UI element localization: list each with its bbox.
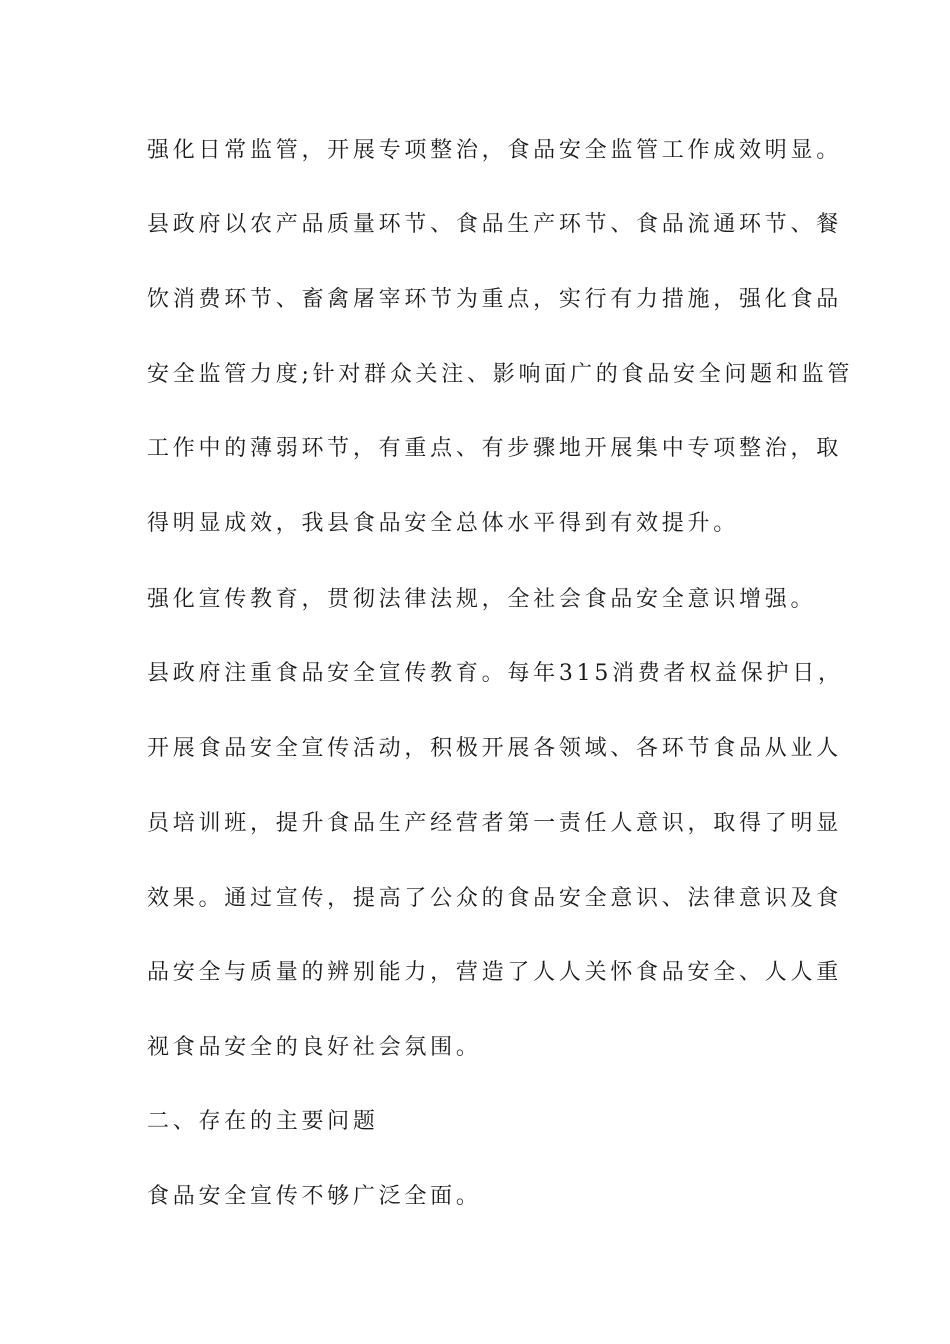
text-line: 安全监管力度;针对群众关注、影响面广的食品安全问题和监管 [147,362,854,387]
text-line: 食品安全宣传不够广泛全面。 [147,1184,482,1209]
text-line: 饮消费环节、畜禽屠宰环节为重点，实行有力措施，强化食品 [147,287,842,312]
text-line: 品安全与质量的辨别能力，营造了人人关怀食品安全、人人重 [147,960,842,985]
section-heading: 二、存在的主要问题 [147,1109,379,1134]
text-line: 视食品安全的良好社会氛围。 [147,1035,482,1060]
text-line: 县政府以农产品质量环节、食品生产环节、食品流通环节、餐 [147,212,842,237]
text-line: 工作中的薄弱环节，有重点、有步骤地开展集中专项整治，取 [147,436,842,461]
text-line: 员培训班，提升食品生产经营者第一责任人意识，取得了明显 [147,811,842,836]
text-line: 得明显成效，我县食品安全总体水平得到有效提升。 [147,511,740,536]
text-line: 强化宣传教育，贯彻法律法规，全社会食品安全意识增强。 [147,587,817,612]
text-line: 县政府注重食品安全宣传教育。每年315消费者权益保护日， [147,661,844,686]
text-line: 强化日常监管，开展专项整治，食品安全监管工作成效明显。 [147,138,842,163]
text-line: 开展食品安全宣传活动，积极开展各领域、各环节食品从业人 [147,736,842,761]
text-line: 效果。通过宣传，提高了公众的食品安全意识、法律意识及食 [147,886,842,911]
